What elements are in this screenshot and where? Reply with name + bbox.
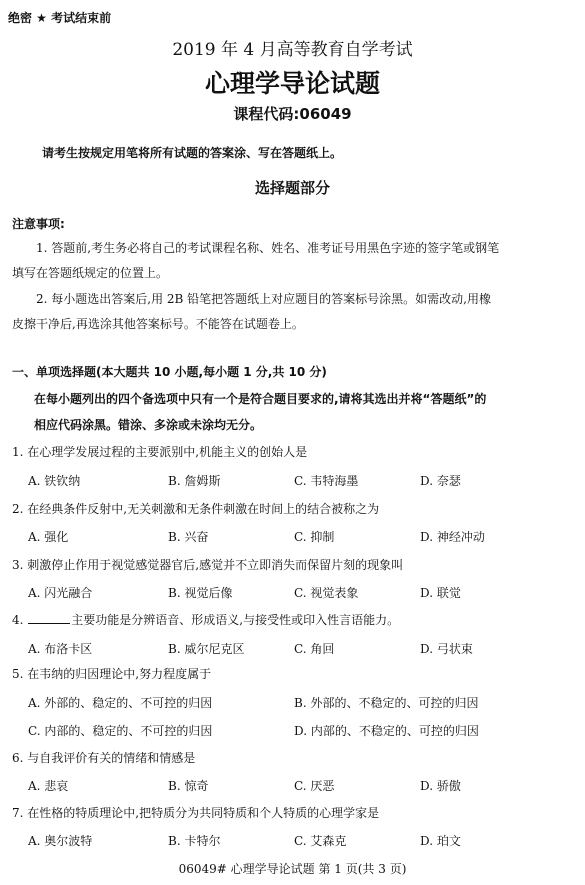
question-2-option-c: C. 抑制: [294, 530, 335, 544]
question-5-option-c: C. 内部的、稳定的、不可控的归因: [28, 724, 213, 738]
question-1-stem: 1. 在心理学发展过程的主要派别中,机能主义的创始人是: [12, 445, 308, 459]
confidential-mark: 绝密 ★ 考试结束前: [8, 11, 112, 25]
question-4-text: 主要功能是分辨语音、形成语义,与接受性或印入性言语能力。: [71, 613, 400, 627]
fill-in-blank: [28, 612, 70, 624]
general-instruction: 请考生按规定用笔将所有试题的答案涂、写在答题纸上。: [42, 146, 343, 160]
question-3-stem: 3. 刺激停止作用于视觉感觉器官后,感觉并不立即消失而保留片刻的现象叫: [12, 558, 404, 572]
question-7-stem: 7. 在性格的特质理论中,把特质分为共同特质和个人特质的心理学家是: [12, 806, 380, 820]
question-2-option-a: A. 强化: [28, 530, 69, 544]
question-1-option-b: B. 詹姆斯: [168, 474, 221, 488]
question-2-stem: 2. 在经典条件反射中,无关刺激和无条件刺激在时间上的结合被称之为: [12, 502, 380, 516]
note-2-line-2: 皮擦干净后,再选涂其他答案标号。不能答在试题卷上。: [12, 317, 304, 331]
part-1-instruction-line-1: 在每小题列出的四个备选项中只有一个是符合题目要求的,请将其选出并将“答题纸”的: [34, 392, 487, 406]
question-3-option-a: A. 闪光融合: [28, 586, 93, 600]
question-4-option-d: D. 弓状束: [420, 642, 473, 656]
question-6-stem: 6. 与自我评价有关的情绪和情感是: [12, 751, 196, 765]
question-6-option-b: B. 惊奇: [168, 779, 209, 793]
notes-title: 注意事项:: [12, 217, 65, 231]
question-3-option-c: C. 视觉表象: [294, 586, 359, 600]
question-7-option-b: B. 卡特尔: [168, 834, 221, 848]
question-3-option-b: B. 视觉后像: [168, 586, 233, 600]
page-footer: 06049# 心理学导论试题 第 1 页(共 3 页): [178, 862, 407, 876]
question-4-option-b: B. 威尔尼克区: [168, 642, 245, 656]
exam-session-title: 2019 年 4 月高等教育自学考试: [172, 40, 413, 60]
question-3-option-d: D. 联觉: [420, 586, 461, 600]
exam-title: 心理学导论试题: [204, 69, 380, 98]
note-1-line-2: 填写在答题纸规定的位置上。: [12, 266, 169, 280]
question-5-option-b: B. 外部的、不稳定的、可控的归因: [294, 696, 479, 710]
question-1-option-d: D. 奈瑟: [420, 474, 461, 488]
question-1-option-c: C. 韦特海墨: [294, 474, 359, 488]
question-7-option-c: C. 艾森克: [294, 834, 347, 848]
course-code: 课程代码:06049: [233, 105, 352, 123]
question-2-option-b: B. 兴奋: [168, 530, 209, 544]
question-5-option-a: A. 外部的、稳定的、不可控的归因: [28, 696, 213, 710]
question-5-option-d: D. 内部的、不稳定的、可控的归因: [294, 724, 479, 738]
question-5-stem: 5. 在韦纳的归因理论中,努力程度属于: [12, 667, 212, 681]
question-4-option-c: C. 角回: [294, 642, 335, 656]
question-7-option-a: A. 奥尔波特: [28, 834, 93, 848]
question-7-option-d: D. 珀文: [420, 834, 461, 848]
question-4-number: 4.: [12, 613, 28, 627]
question-6-option-a: A. 悲哀: [28, 779, 69, 793]
part-1-instruction-line-2: 相应代码涂黑。错涂、多涂或未涂均无分。: [34, 418, 263, 432]
note-1-line-1: 1. 答题前,考生务必将自己的考试课程名称、姓名、准考证号用黑色字迹的签字笔或钢笔: [36, 241, 500, 255]
question-4-stem: [12, 611, 399, 628]
question-1-option-a: A. 铁钦纳: [28, 474, 81, 488]
part-1-title: 一、单项选择题(本大题共 10 小题,每小题 1 分,共 10 分): [12, 365, 327, 379]
question-2-option-d: D. 神经冲动: [420, 530, 485, 544]
question-6-option-d: D. 骄傲: [420, 779, 461, 793]
question-6-option-c: C. 厌恶: [294, 779, 335, 793]
question-4-option-a: A. 布洛卡区: [28, 642, 93, 656]
section-title: 选择题部分: [254, 179, 330, 197]
note-2-line-1: 2. 每小题选出答案后,用 2B 铅笔把答题纸上对应题目的答案标号涂黑。如需改动,用橡: [36, 292, 491, 306]
